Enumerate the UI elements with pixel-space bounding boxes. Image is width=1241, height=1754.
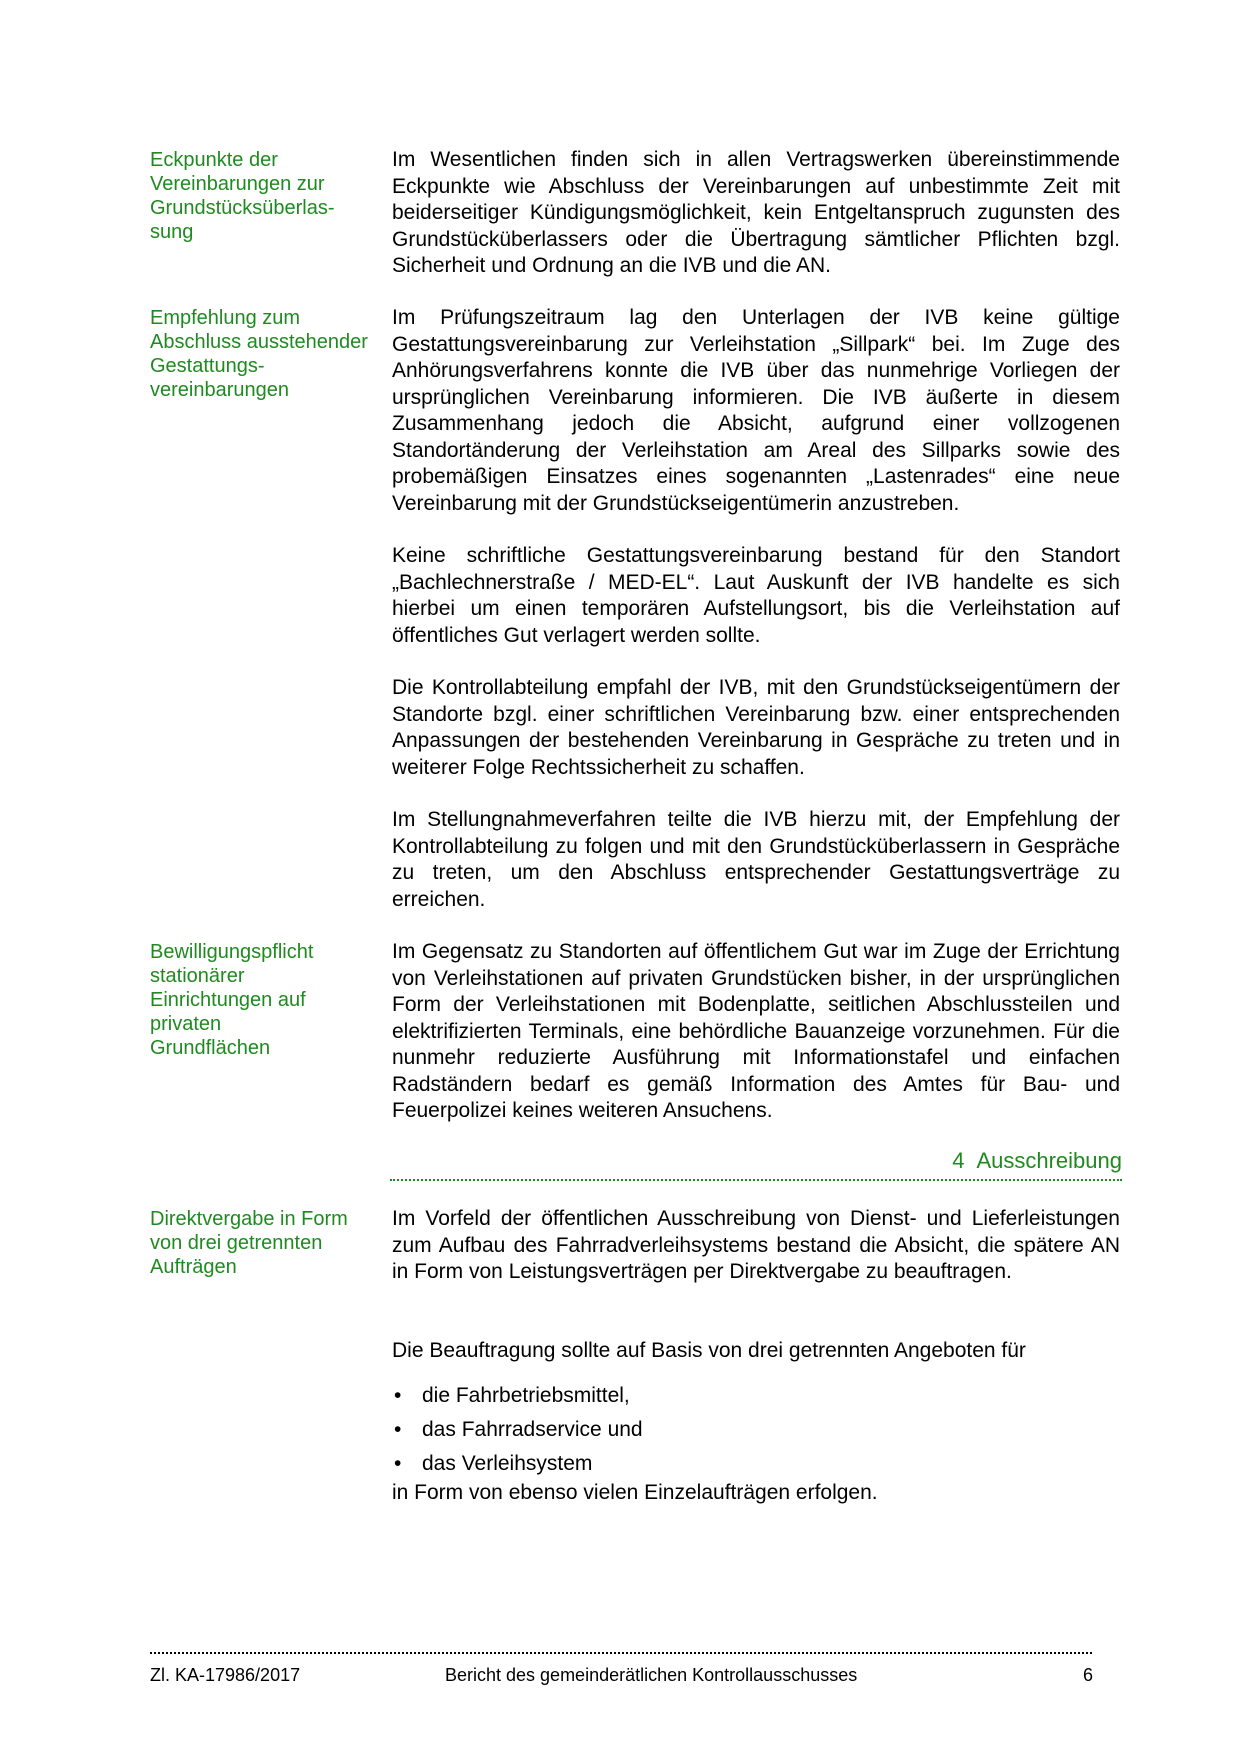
- margin-note-line: vereinbarungen: [150, 379, 289, 401]
- margin-note-line: Gestattungs-: [150, 355, 265, 377]
- list-item-text: die Fahrbetriebsmittel,: [422, 1384, 630, 1407]
- bullet-list: [392, 1379, 1120, 1481]
- margin-note-line: Abschluss ausstehender: [150, 331, 368, 353]
- chapter-heading: [390, 1147, 1122, 1181]
- margin-note-bewilligungspflicht: [150, 940, 385, 1060]
- paragraph-empfehlung-kontrollabteilung: Die Kontrollabteilung empfahl der IVB, mit den Grundstückseigentümern der Standorte bzgl. einer schriftlichen Vereinbarung bzw. einer entsprechenden Anpassungen der bestehenden Vereinbarung in Gespräche zu treten und in weiterer Folge Rechtssicherheit zu schaffen.: [392, 676, 1120, 779]
- paragraph-eckpunkte: Im Wesentlichen finden sich in allen Vertragswerken übereinstimmende Eckpunkte wie Abschluss der Vereinbarungen auf unbestimmte Zeit mit beiderseitiger Kündigungsmöglichkeit, kein Entgeltanspruch zugunsten des Grundstücküberlassers oder die Übertragung sämtlicher Pflichten bzgl. Sicherheit und Ordnung an die IVB und die AN.: [392, 148, 1120, 277]
- paragraph-bewilligung: Im Gegensatz zu Standorten auf öffentlichem Gut war im Zuge der Errichtung von Verleihstationen auf privaten Grundstücken bisher, in der ursprünglichen Form der Verleihstationen mit Bodenplatte, seitlichen Abschlussteilen und elektrifizierten Terminals, eine behördliche Bauanzeige vorzunehmen. Für die nunmehr reduzierte Ausführung mit Informationstafel und einfachen Radständern bedarf es gemäß Information des Amtes für Bau- und Feuerpolizei keines weiteren Ansuchens.: [392, 940, 1120, 1122]
- margin-note-line: Direktvergabe in Form: [150, 1208, 348, 1230]
- list-item: [392, 1447, 1120, 1481]
- chapter-title: Ausschreibung: [976, 1148, 1122, 1173]
- margin-note-line: Eckpunkte der: [150, 149, 278, 171]
- list-item-text: das Fahrradservice und: [422, 1418, 643, 1441]
- footer-reference: Zl. KA-17986/2017: [150, 1665, 301, 1685]
- margin-note-eckpunkte: [150, 148, 385, 244]
- footer-divider: [150, 1652, 1092, 1654]
- paragraph-beauftragung: Die Beauftragung sollte auf Basis von drei getrennten Angeboten für: [392, 1339, 1026, 1362]
- list-item: [392, 1379, 1120, 1413]
- margin-note-line: Vereinbarungen zur: [150, 173, 325, 195]
- list-item: [392, 1413, 1120, 1447]
- margin-note-line: Grundflächen: [150, 1037, 271, 1059]
- paragraph-closing: in Form von ebenso vielen Einzelaufträgen erfolgen.: [392, 1481, 878, 1504]
- margin-note-line: Bewilligungspflicht: [150, 941, 314, 963]
- margin-note-direktvergabe: [150, 1207, 385, 1279]
- margin-note-empfehlung: [150, 306, 385, 402]
- paragraph-pruefungszeitraum: Im Prüfungszeitraum lag den Unterlagen der IVB keine gültige Gestattungsvereinbarung zur Verleihstation „Sillpark“ bei. Im Zuge des Anhörungsverfahrens konnte die IVB über das nunmehrige Vorliegen der ursprünglichen Vereinbarung informieren. Die IVB äußerte in diesem Zusammenhang jedoch die Absicht, aufgrund einer vollzogenen Standortänderung der Verleihstation am Areal des Sillparks sowie des probemäßigen Einsatzes eines sogenannten „Lastenrades“ eine neue Vereinbarung mit der Grundstückseigentümerin anzustreben.: [392, 306, 1120, 515]
- margin-note-line: Grundstücksüberlas-: [150, 197, 335, 219]
- chapter-number: 4: [952, 1148, 965, 1173]
- bullet-icon: •: [394, 1384, 402, 1407]
- margin-note-line: stationärer: [150, 965, 245, 987]
- paragraph-vorfeld: Im Vorfeld der öffentlichen Ausschreibung von Dienst- und Lieferleistungen zum Aufbau des Fahrradverleihsystems bestand die Absicht, die spätere AN in Form von Leistungsverträgen per Direktvergabe zu beauftragen.: [392, 1207, 1120, 1283]
- bullet-icon: •: [394, 1418, 402, 1441]
- page-number: 6: [1083, 1665, 1094, 1685]
- margin-note-line: privaten: [150, 1013, 222, 1035]
- margin-note-line: Empfehlung zum: [150, 307, 301, 329]
- margin-note-line: von drei getrennten: [150, 1232, 323, 1254]
- bullet-icon: •: [394, 1452, 402, 1475]
- paragraph-stellungnahme: Im Stellungnahmeverfahren teilte die IVB hierzu mit, der Empfehlung der Kontrollabteilung zu folgen und mit den Grundstücküberlassern in Gespräche zu treten, um den Abschluss entsprechender Gestattungsverträge zu erreichen.: [392, 808, 1120, 911]
- margin-note-line: Aufträgen: [150, 1256, 237, 1278]
- paragraph-bachlechnerstrasse: Keine schriftliche Gestattungsvereinbarung bestand für den Standort „Bachlechnerstraße / MED-EL“. Laut Auskunft der IVB handelte es sich hierbei um einen temporären Aufstellungsort, bis die Verleihstation auf öffentliches Gut verlagert werden sollte.: [392, 544, 1120, 647]
- margin-note-line: sung: [150, 221, 194, 243]
- list-item-text: das Verleihsystem: [422, 1452, 593, 1475]
- footer-report-title: Bericht des gemeinderätlichen Kontrollausschusses: [445, 1665, 858, 1685]
- margin-note-line: Einrichtungen auf: [150, 989, 306, 1011]
